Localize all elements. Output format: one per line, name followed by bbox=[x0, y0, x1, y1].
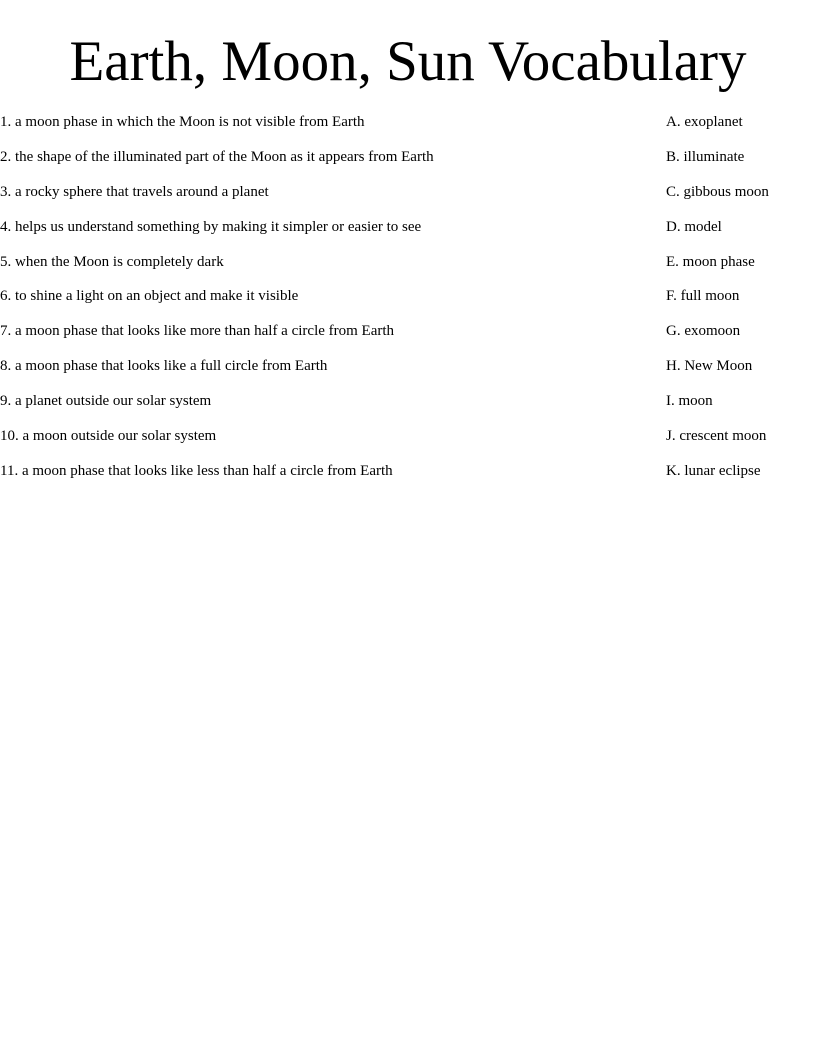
clue-text: 10. a moon outside our solar system bbox=[0, 428, 217, 445]
clue-text: 6. to shine a light on an object and make it visible bbox=[0, 288, 299, 305]
answer-option: E. moon phase bbox=[666, 253, 755, 270]
matching-row bbox=[0, 384, 816, 419]
clue-text: 5. when the Moon is completely dark bbox=[0, 253, 224, 270]
page-title: Earth, Moon, Sun Vocabulary bbox=[69, 30, 747, 93]
clue-text: 7. a moon phase that looks like more than half a circle from Earth bbox=[0, 323, 395, 340]
matching-row bbox=[0, 140, 816, 175]
matching-row bbox=[0, 279, 816, 314]
answer-option: B. illuminate bbox=[666, 148, 745, 165]
answer-option: H. New Moon bbox=[666, 358, 753, 375]
answer-option: D. model bbox=[666, 218, 722, 235]
clue-text: 1. a moon phase in which the Moon is not visible from Earth bbox=[0, 114, 365, 130]
clue-text: 4. helps us understand something by making it simpler or easier to see bbox=[0, 218, 422, 235]
matching-row bbox=[0, 175, 816, 210]
matching-row bbox=[0, 105, 816, 140]
answer-option: K. lunar eclipse bbox=[666, 462, 761, 479]
answer-option: F. full moon bbox=[666, 288, 740, 305]
answer-option: C. gibbous moon bbox=[666, 183, 769, 200]
matching-row bbox=[0, 245, 816, 280]
answer-option: A. exoplanet bbox=[666, 114, 743, 130]
matching-row bbox=[0, 210, 816, 245]
matching-row bbox=[0, 454, 816, 489]
clue-text: 2. the shape of the illuminated part of the Moon as it appears from Earth bbox=[0, 148, 434, 165]
answer-option: I. moon bbox=[666, 393, 713, 410]
clue-text: 11. a moon phase that looks like less than half a circle from Earth bbox=[0, 462, 393, 479]
clue-text: 3. a rocky sphere that travels around a planet bbox=[0, 183, 269, 200]
matching-row bbox=[0, 314, 816, 349]
answer-option: J. crescent moon bbox=[666, 428, 767, 445]
matching-row bbox=[0, 349, 816, 384]
matching-list bbox=[0, 105, 816, 489]
answer-option: G. exomoon bbox=[666, 323, 741, 340]
matching-row bbox=[0, 419, 816, 454]
clue-text: 9. a planet outside our solar system bbox=[0, 393, 212, 410]
clue-text: 8. a moon phase that looks like a full circle from Earth bbox=[0, 358, 328, 375]
